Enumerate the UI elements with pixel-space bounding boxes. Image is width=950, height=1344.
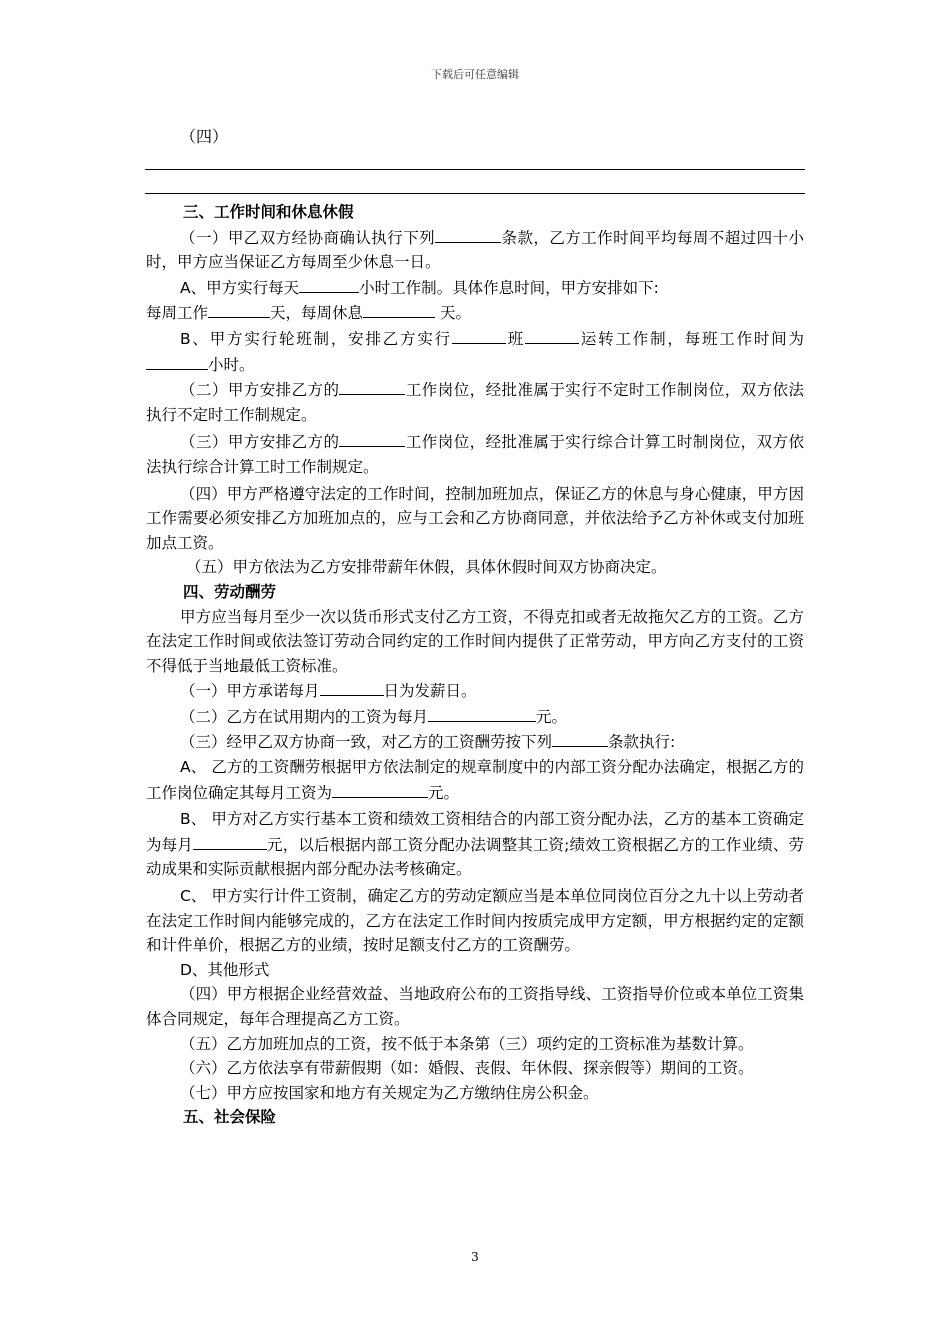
s4-option-c: C、 甲方实行计件工资制，确定乙方的劳动定额应当是本单位同岗位百分之九十以上劳动者在法定工作时间内能够完成的，乙方在法定工作时间内按质完成甲方定额，甲方根据约定的定额和计件单价，根据乙方的业绩，按时足额支付乙方的工资酬劳。 [146, 887, 804, 955]
blank-field [525, 326, 579, 344]
s3-option-a: A、甲方实行每天 小时工作制。具体作息时间，甲方安排如下: [146, 275, 804, 301]
s4-option-d: D、其他形式 [180, 960, 270, 979]
s4-clause-2: （二）乙方在试用期内的工资为每月 元。 [146, 704, 804, 730]
s4-clause-6: （六）乙方依法享有带薪假期（如：婚假、丧假、年休假、探亲假等）期间的工资。 [180, 1059, 754, 1078]
blank-field [146, 352, 208, 370]
section-3-title: 三、工作时间和休息休假 [183, 203, 354, 221]
s4-clause-4: （四）甲方根据企业经营效益、当地政府公布的工资指导线、工资指导价位或本单位工资集体合同规定，每年合理提高乙方工资。 [146, 985, 804, 1028]
blank-field [299, 275, 359, 293]
s4-clause-3: （三）经甲乙双方协商一致，对乙方的工资酬劳按下列 条款执行: [146, 729, 804, 755]
blank-field [363, 300, 435, 318]
blank-line-1 [145, 169, 805, 170]
s3-option-b: B、甲方实行轮班制，安排乙方实行 班 运转工作制，每班工作时间为小时。 [146, 326, 804, 377]
s3-clause-4: （四）甲方严格遵守法定的工作时间，控制加班加点，保证乙方的休息与身心健康，甲方因工作需要必须安排乙方加班加点的，应与工会和乙方协商同意，并依法给予乙方补休或支付加班加点工资。 [146, 484, 804, 552]
blank-field [208, 300, 270, 318]
s4-intro: 甲方应当每月至少一次以货币形式支付乙方工资，不得克扣或者无故拖欠乙方的工资。乙方在法定工作时间或依法签订劳动合同约定的工作时间内提供了正常劳动，甲方向乙方支付的工资不得低于当地最低工资标准。 [146, 607, 804, 675]
blank-field [428, 704, 536, 722]
s3-clause-1: （一）甲乙双方经协商确认执行下列 条款，乙方工作时间平均每周不超过四十小时，甲方应当保证乙方每周至少休息一日。 [146, 225, 804, 275]
blank-field [193, 832, 267, 850]
s3-clause-5: （五）甲方依法为乙方安排带薪年休假，具体休假时间双方协商决定。 [186, 558, 667, 577]
section-4-title: 四、劳动酬劳 [183, 582, 277, 601]
blank-field [452, 326, 506, 344]
blank-field [339, 429, 405, 447]
s4-option-b: B、 甲方对乙方实行基本工资和绩效工资相结合的内部工资分配办法，乙方的基本工资确定为每月 元，以后根据内部工资分配办法调整其工资;绩效工资根据乙方的工作业绩、劳动成果和实际贡献根据内部分配办法考核确定。 [146, 810, 804, 879]
blank-field [332, 780, 428, 798]
contract-body [146, 200, 804, 1130]
subheading-four: （四） [180, 127, 229, 146]
page-number: 3 [471, 1250, 479, 1264]
s4-clause-1: （一）甲方承诺每月 日为发薪日。 [146, 678, 804, 704]
blank-line-2 [145, 193, 805, 194]
blank-field [320, 678, 384, 696]
s4-clause-5: （五）乙方加班加点的工资，按不低于本条第（三）项约定的工资标准为基数计算。 [180, 1034, 754, 1053]
section-5-title: 五、社会保险 [183, 1108, 277, 1127]
blank-field [552, 729, 608, 747]
s3-clause-3: （三）甲方安排乙方的 工作岗位，经批准属于实行综合计算工时制岗位，双方依法执行综合计算工时工作制规定。 [146, 429, 804, 479]
s4-clause-7: （七）甲方应按国家和地方有关规定为乙方缴纳住房公积金。 [180, 1083, 599, 1102]
s3-clause-2: （二）甲方安排乙方的 工作岗位，经批准属于实行不定时工作制岗位，双方依法执行不定时工作制规定。 [146, 377, 804, 427]
page-header-note: 下载后可任意编辑 [431, 68, 519, 81]
blank-field [339, 377, 405, 395]
s4-option-a: A、 乙方的工资酬劳根据甲方依法制定的规章制度中的内部工资分配办法确定，根据乙方的工作岗位确定其每月工资为 元。 [146, 758, 804, 802]
s3-option-a-days: 每周工作 天，每周休息 天。 [146, 300, 804, 326]
blank-field [435, 225, 501, 243]
